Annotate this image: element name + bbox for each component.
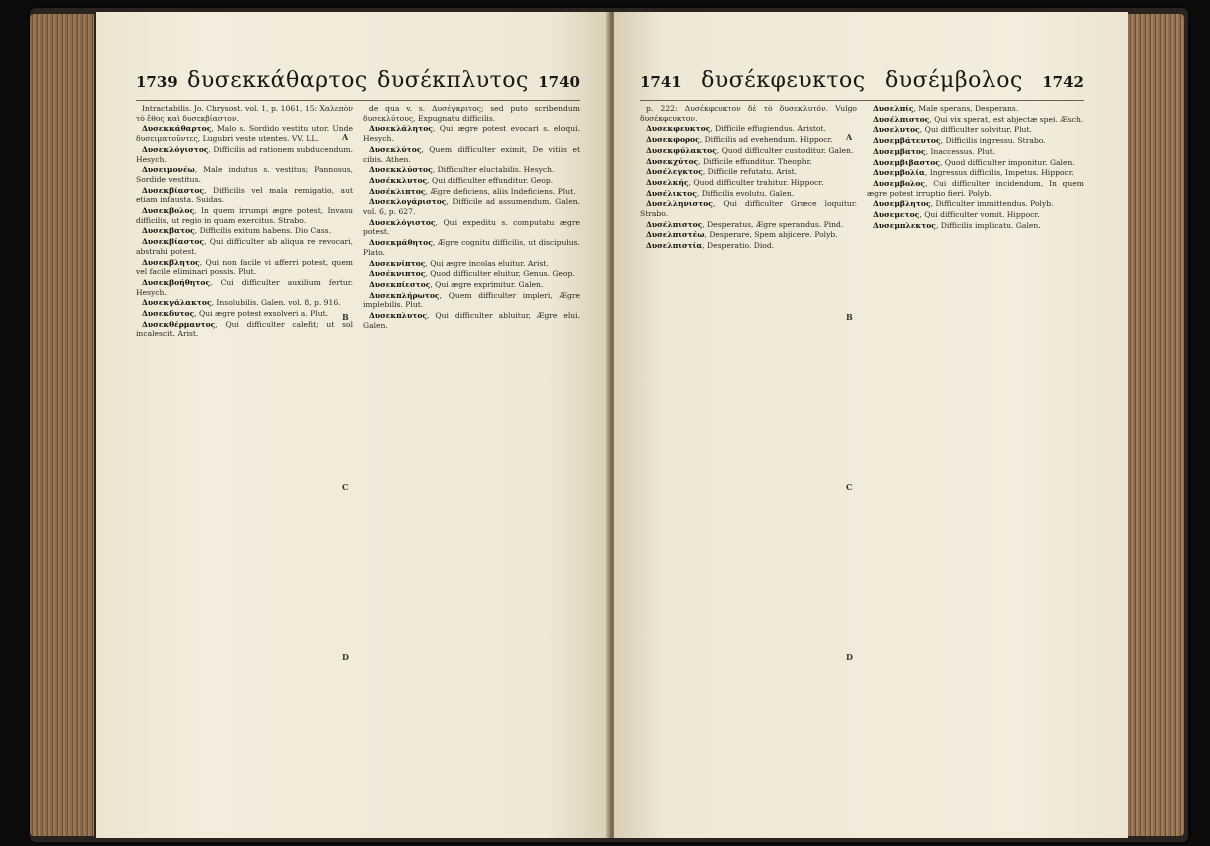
entry-text: Difficilis ad rationem subducendum. Hesych. [136,144,353,164]
section-letter-d: D [846,652,853,662]
dictionary-entry: Δυσεκνίπτος, Qui ægre incolas eluitur. Arist. [369,258,549,268]
entry-text: Qui difficulter ab aliqua re revocari, abstrahi potest. [136,237,353,256]
entry-text: Intractabilis. Jo. Chrysost. vol. 1, p. 1061, 15: Χαλεπὸν τὸ ἔθος καὶ δυσεκβίαστον. [136,104,353,123]
column-number-1740: 1740 [538,73,580,91]
entry-headword: Δυσεκδυτος [142,309,195,319]
entry-text: Qui difficulter Græce loquitur. Strabo. [640,199,857,219]
section-letter-d: D [342,652,349,662]
dictionary-entry: Δυσεκπλυτος, Qui difficulter abluitur, Ægre elui. Galen. [363,311,580,330]
entry-headword: Δυσεμβατος [873,146,926,156]
dictionary-entry: Δυσεμβολος, Cui difficulter incidendum, In quem ægre potest irruptio fieri. Polyb. [867,178,1084,198]
dictionary-entry: Δυσεμβλητος, Difficulter immittendus. Polyb. [873,199,1054,209]
guide-word-left: δυσέκφευκτος [701,68,866,93]
guide-word-right: δυσέμβολος [885,68,1023,93]
entry-text: Qui difficulter solvitur. Plut. [924,125,1032,135]
entry-text: Difficile refutatu. Arist. [707,167,798,177]
dictionary-entry: Δυσεκχύτος, Difficile effunditur. Theophr. [646,156,812,166]
entry-text: Quem difficulter impleri, Ægre implebilis. Plut. [363,290,580,310]
dictionary-entry: Δυσεμβατος, Inaccessus. Plut. [873,146,996,156]
dictionary-entry: Δυσεκπλήρωτος, Quem difficulter impleri, Ægre implebilis. Plut. [363,290,580,310]
entry-text: Ægre deficiens, aliis Indeficiens. Plut. [430,186,576,196]
section-letter-b: B [342,312,349,322]
entry-headword: Δυσεκγάλακτος [142,298,212,308]
entry-headword: Δυσελυτος [873,125,920,135]
entry-headword: Δυσεκβοήθητος [142,277,211,287]
dictionary-entry: Δυσεμβιβαστος, Quod difficulter imponitur. Galen. [873,157,1075,167]
entry-text: Male sperans, Desperans. [918,104,1019,113]
entry-headword: Δυσεκλογάριστος [369,197,447,207]
dictionary-entry: Δυσεκβοήθητος, Cui difficulter auxilium fertur. Hesych. [136,277,353,297]
entry-text: Insolubilis. Galen. vol. 8, p. 916. [216,298,341,308]
dictionary-entry: Δυσεκλύτος, Quem difficulter eximit, De vitiis et cibis. Athen. [363,144,580,164]
entry-text: Ingressus difficilis, Impetus. Hippocr. [929,168,1074,178]
header-rule [640,100,1084,101]
dictionary-entry: Δυσεκλόγιστος, Qui expeditu s. computatu ægre potest. [363,217,580,237]
entry-text: Inaccessus. Plut. [930,146,996,156]
entry-headword: Δυσέκλιπτος [369,186,426,196]
entry-headword: Δυσεκλάλητος [369,124,433,134]
dictionary-entry: Δυσεκβατος, Difficilis exitum habens. Dio Cass. [142,226,331,236]
dictionary-entry: Δυσεκβλητος, Qui non facile vi afferri potest, quem vel facile eliminari possis. Plut. [136,257,353,277]
dictionary-entry: Δυσεμβάτευτος, Difficilis ingressu. Strabo. [873,136,1046,146]
dictionary-entry [640,104,857,123]
dictionary-entry: Δυσέλπιστος, Qui vix sperat, est abjectæ spei. Æsch. [873,114,1084,124]
entry-headword: Δυσεμβάτευτος [873,136,941,146]
section-letter-a: A [846,132,853,142]
entry-headword: Δυσελπίς [873,104,914,113]
dictionary-entry: Δυσεκλάλητος, Qui ægre potest evocari s. eloqui. Hesych. [363,124,580,144]
entry-headword: Δυσεκβίαστος [142,185,205,195]
entry-headword: Δυσελληνιστος [646,199,713,209]
entry-headword: Δυσεμετος [873,210,920,220]
entry-headword: Δυσεκμάθητος [369,238,433,248]
entry-text: Quod difficulter trahitur. Hippocr. [693,177,824,187]
entry-text: Difficilis exitum habens. Dio Cass. [199,226,331,236]
entry-text: Qui expeditu s. computatu ægre potest. [363,217,580,237]
dictionary-entry: Δυσέκλιπτος, Ægre deficiens, aliis Indeficiens. Plut. [369,186,576,196]
entry-headword: Δυσεκθέρμαντος [142,319,216,329]
entry-text: Qui non facile vi afferri potest, quem vel facile eliminari possis. Plut. [136,257,353,277]
entry-text: Difficilis implicatu. Galen. [940,220,1041,230]
column-1739 [136,104,353,816]
entry-text: Quod difficulter imponitur. Galen. [944,157,1075,167]
dictionary-entry [136,104,353,123]
entry-text: In quem irrumpi ægre potest, Invasu difficilis, ut regio in quam exercitus. Strabo. [136,206,353,225]
entry-headword: Δυσειμονέω [142,165,195,175]
entry-text: Difficile ad assumendum. Galen. vol. 6, p. 627. [363,197,580,217]
dictionary-entry: Δυσελπίς, Male sperans, Desperans. [873,104,1019,113]
entry-text: Difficilis evolutu. Galen. [701,188,795,198]
entry-headword: Δυσεκβλητος [142,257,200,267]
entry-text: Difficilis ingressu. Strabo. [945,136,1046,146]
dictionary-entry: Δυσεκβίαστος, Difficilis vel mala remigatio, aut etiam infausta. Suidas. [136,185,353,205]
entry-text: Qui difficulter effunditur. Geop. [431,175,554,185]
entry-text: Difficilis ad evehendum. Hippocr. [704,135,833,145]
entry-headword: Δυσέλικτος [646,188,697,198]
entry-text: Difficulter immittendus. Polyb. [935,199,1054,209]
dictionary-entry: Δυσεκκάθαρτος, Malo s. Sordido vestitu utor. Unde δυσειματοῦντες, Lugubri veste utentes. VV. LL. [136,124,353,144]
dictionary-entry: Δυσεκλογάριστος, Difficile ad assumendum. Galen. vol. 6, p. 627. [363,197,580,217]
entry-headword: Δυσεκφύλακτος [646,145,717,155]
entry-text: Malo s. Sordido vestitu utor. Unde δυσειματοῦντες, Lugubri veste utentes. VV. LL. [136,124,353,144]
entry-headword: Δυσεμβολος [873,178,926,188]
dictionary-entry: Δυσεκμάθητος, Ægre cognitu difficilis, ut discipulus. Plato. [363,238,580,257]
dictionary-entry: Δυσελυτος, Qui difficulter solvitur. Plut. [873,125,1032,135]
guide-word-left: δυσεκκάθαρτος [187,68,368,93]
section-letter-c: C [846,482,853,492]
entry-text: Difficilis vel mala remigatio, aut etiam infausta. Suidas. [136,185,353,205]
entry-headword: Δυσεμβλητος [873,199,931,209]
column-number-1741: 1741 [640,73,682,91]
entry-headword: Δυσεμπλεκτος [873,220,936,230]
column-1742 [867,104,1084,816]
column-1741 [640,104,857,816]
dictionary-entry: Δυσεμβολία, Ingressus difficilis, Impetus. Hippocr. [873,168,1074,178]
entry-headword: Δυσεκλόγιστος [369,217,436,227]
dictionary-entry: Δυσεκπίεστος, Qui ægre exprimitur. Galen. [369,279,544,289]
page-edges-left [30,14,94,836]
entry-headword: Δυσεκφευκτος [646,124,711,134]
entry-headword: Δυσεκφορος [646,135,700,145]
entry-headword: Δυσεμβιβαστος [873,157,940,167]
entry-headword: Δυσεκπλήρωτος [369,290,440,300]
dictionary-entry: Δυσεκδυτος, Qui ægre potest exsolveri a. Plut. [142,309,329,319]
guide-word-right: δυσέκπλυτος [377,68,529,93]
dictionary-entry: Δυσελπιστέω, Desperare, Spem abjicere. Polyb. [646,230,838,240]
entry-headword: Δυσεκκάθαρτος [142,124,212,134]
entry-text: Qui vix sperat, est abjectæ spei. Æsch. [934,114,1084,124]
entry-headword: Δυσεκβίαστος [142,237,205,247]
entry-headword: Δυσέλεγκτος [646,167,703,177]
dictionary-entry: Δυσέκνιπτος, Quod difficulter eluitur, Genus. Geop. [369,269,575,279]
entry-text: Cui difficulter incidendum, In quem ægre potest irruptio fieri. Polyb. [867,178,1084,198]
right-page-columns [640,104,1084,816]
entry-headword: Δυσεκπίεστος [369,279,431,289]
dictionary-entry: Δυσεμετος, Qui difficulter vomit. Hippocr. [873,210,1040,220]
entry-headword: Δυσέκνιπτος [369,269,426,279]
entry-headword: Δυσελπιστία [646,241,703,251]
entry-headword: Δυσέλπιστος [646,219,703,229]
dictionary-entry: Δυσελληνιστος, Qui difficulter Græce loquitur. Strabo. [640,199,857,219]
dictionary-entry: Δυσέλεγκτος, Difficile refutatu. Arist. [646,167,798,177]
entry-text: de qua v. s. Δυσέγκριτος; sed puto scribendum δυσεκλύτους, Expugnatu difficilis. [363,104,580,123]
entry-text: Qui difficulter calefit; ut sol incalescit. Arist. [136,319,353,339]
dictionary-entry: Δυσεκθέρμαντος, Qui difficulter calefit; ut sol incalescit. Arist. [136,319,353,339]
entry-headword: Δυσεμβολία [873,168,925,178]
entry-headword: Δυσεκπλυτος [369,311,428,321]
entry-text: Desperare, Spem abjicere. Polyb. [709,230,838,240]
entry-text: Ægre cognitu difficilis, ut discipulus. Plato. [363,238,580,257]
entry-text: Qui ægre potest exsolveri a. Plut. [199,309,329,319]
entry-headword: Δυσέκκλυτος [369,175,428,185]
dictionary-entry: Δυσελπιστία, Desperatio. Diod. [646,241,775,251]
entry-text: Difficile effunditur. Theophr. [702,156,812,166]
entry-text: Quod difficulter eluitur, Genus. Geop. [430,269,575,279]
entry-headword: Δυσελκής [646,177,689,187]
entry-text: p. 222: Δυσέκφευκτον δὲ τὸ δυσεκλυτόν. Vulgo δυσέκφευκτον. [640,104,857,123]
entry-text: Male indutus s. vestitus; Pannosus, Sordide vestitus. [136,165,353,184]
left-page-columns [136,104,580,816]
entry-text: Cui difficulter auxilium fertur. Hesych. [136,277,353,297]
entry-text: Qui difficulter vomit. Hippocr. [924,210,1040,220]
dictionary-entry: Δυσεκβολος, In quem irrumpi ægre potest, Invasu difficilis, ut regio in quam exercitus. Strabo. [136,206,353,225]
dictionary-entry: Δυσέκκλυτος, Qui difficulter effunditur. Geop. [369,175,554,185]
dictionary-entry: Δυσεκλόγιστος, Difficilis ad rationem subducendum. Hesych. [136,144,353,164]
entry-headword: Δυσεκλόγιστος [142,144,209,154]
entry-text: Quod difficulter custoditur. Galen. [721,145,854,155]
dictionary-entry: Δυσεκγάλακτος, Insolubilis. Galen. vol. 8, p. 916. [142,298,341,308]
entry-text: Quem difficulter eximit, De vitiis et cibis. Athen. [363,144,580,164]
dictionary-entry: Δυσεμπλεκτος, Difficilis implicatu. Galen. [873,220,1041,230]
left-page-header [136,68,580,98]
column-1740 [363,104,580,816]
entry-headword: Δυσεκνίπτος [369,258,426,268]
left-page [96,12,610,838]
dictionary-entry [363,104,580,123]
dictionary-entry: Δυσεκφορος, Difficilis ad evehendum. Hippocr. [646,135,833,145]
entry-headword: Δυσεκχύτος [646,156,699,166]
entry-headword: Δυσεκλύτος [369,144,422,154]
dictionary-entry: Δυσεκβίαστος, Qui difficulter ab aliqua re revocari, abstrahi potest. [136,237,353,256]
entry-headword: Δυσέλπιστος [873,114,930,124]
entry-text: Qui ægre potest evocari s. eloqui. Hesych. [363,124,580,144]
column-number-1739: 1739 [136,73,178,91]
entry-headword: Δυσεκβατος [142,226,195,236]
dictionary-entry: Δυσελκής, Quod difficulter trahitur. Hippocr. [646,177,824,187]
section-letter-c: C [342,482,349,492]
right-page [614,12,1128,838]
entry-text: Desperatus, Ægre sperandus. Pind. [707,219,844,229]
entry-text: Qui difficulter abluitur, Ægre elui. Galen. [363,311,580,330]
dictionary-entry: Δυσεκκλύστος, Difficulter eluctabilis. Hesych. [369,165,555,175]
section-letter-a: A [342,132,349,142]
dictionary-entry: Δυσειμονέω, Male indutus s. vestitus; Pannosus, Sordide vestitus. [136,165,353,184]
entry-text: Difficulter eluctabilis. Hesych. [437,165,555,175]
column-number-1742: 1742 [1042,73,1084,91]
dictionary-entry: Δυσέλπιστος, Desperatus, Ægre sperandus. Pind. [646,219,844,229]
entry-text: Desperatio. Diod. [707,241,775,251]
entry-headword: Δυσελπιστέω [646,230,705,240]
entry-text: Qui ægre exprimitur. Galen. [435,279,544,289]
header-rule [136,100,580,101]
entry-text: Qui ægre incolas eluitur. Arist. [430,258,549,268]
page-edges-right [1128,14,1184,836]
entry-headword: Δυσεκβολος [142,206,195,216]
dictionary-entry: Δυσεκφύλακτος, Quod difficulter custoditur. Galen. [646,145,854,155]
section-letter-b: B [846,312,853,322]
entry-headword: Δυσεκκλύστος [369,165,433,175]
entry-text: Difficile effugiendus. Aristot. [715,124,826,134]
dictionary-entry: Δυσεκφευκτος, Difficile effugiendus. Aristot. [646,124,826,134]
right-page-header [640,68,1084,98]
dictionary-entry: Δυσέλικτος, Difficilis evolutu. Galen. [646,188,795,198]
